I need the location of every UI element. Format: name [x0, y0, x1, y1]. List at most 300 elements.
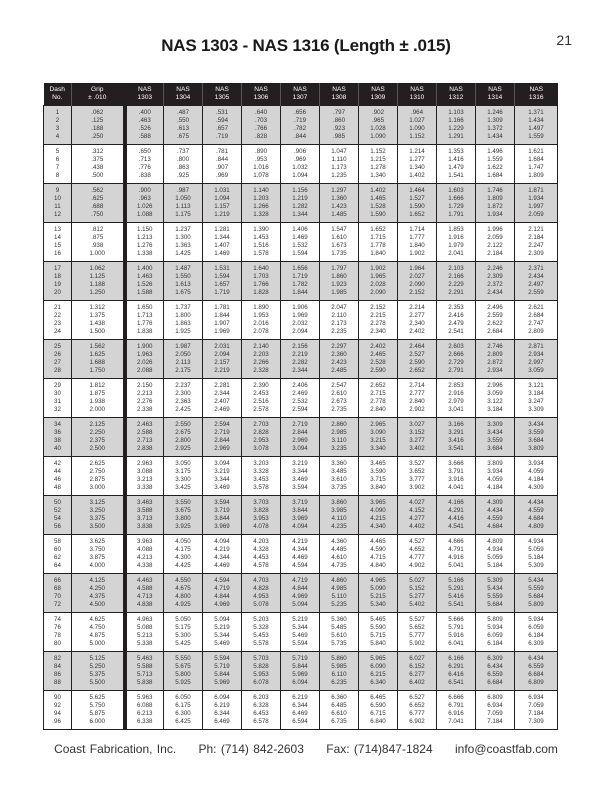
cell-value: 5.219 [292, 616, 308, 624]
cell-value: 4.969 [292, 593, 308, 600]
table-cell [44, 613, 72, 652]
cell-value: 4.652 [409, 546, 425, 554]
table-cell [437, 340, 476, 379]
table-cell [359, 574, 398, 613]
cell-value: 5.059 [528, 546, 544, 554]
cell-value: 3.969 [214, 522, 230, 530]
cell-value: 2.996 [487, 382, 503, 390]
cell-value: 2.000 [89, 405, 105, 413]
cell-value: 3.434 [487, 429, 503, 437]
cell-value: 6.902 [409, 717, 425, 725]
cell-value: 4.300 [175, 554, 191, 561]
cell-value: 4.838 [137, 600, 153, 608]
cell-value: 1.860 [331, 273, 347, 281]
cell-value: 1.219 [214, 210, 230, 218]
cell-value: 2.229 [448, 281, 464, 288]
header-nas-1303 [125, 83, 164, 106]
cell-value: 38 [54, 437, 61, 444]
table-cell [242, 652, 281, 691]
cell-value: 1.140 [253, 187, 269, 195]
table-cell [398, 574, 437, 613]
cell-value: 6.277 [409, 671, 425, 678]
cell-value: 2.297 [331, 343, 347, 351]
footer-company: Coast Fabrication, Inc. [54, 742, 177, 756]
cell-value: 6.578 [253, 717, 269, 725]
cell-value: 3.094 [214, 460, 230, 468]
table-cell [476, 418, 515, 457]
cell-value: 4.735 [331, 561, 347, 569]
cell-value: 1.559 [528, 132, 544, 140]
cell-value: 1.103 [448, 109, 464, 117]
cell-value: 2.578 [253, 405, 269, 413]
cell-value: 2.916 [448, 390, 464, 398]
cell-value: 1.746 [487, 187, 503, 195]
cell-value: 5.860 [331, 655, 347, 663]
cell-value: 3.934 [487, 468, 503, 476]
cell-value: 2.423 [331, 359, 347, 366]
cell-value: 1.578 [253, 249, 269, 257]
table-cell [359, 340, 398, 379]
cell-value: 5.594 [214, 655, 230, 663]
cell-value: 5.902 [409, 639, 425, 647]
cell-value: 3.713 [137, 515, 153, 522]
cell-value: 2.094 [292, 327, 308, 335]
cell-value: 2.152 [409, 288, 425, 296]
cell-value: 5.360 [331, 616, 347, 624]
cell-value: 3.500 [89, 522, 105, 530]
table-cell [125, 613, 164, 652]
cell-value: 23 [54, 320, 61, 327]
cell-value: .800 [176, 156, 190, 164]
cell-value: 2.028 [370, 281, 386, 288]
cell-value: 2.840 [370, 405, 386, 413]
cell-value: 7.184 [487, 717, 503, 725]
cell-value: 4.594 [214, 577, 230, 585]
cell-value: 5.463 [137, 655, 153, 663]
cell-value: 1.985 [331, 288, 347, 296]
cell-value: 2.214 [409, 304, 425, 312]
cell-value: 1.934 [487, 210, 503, 218]
cell-value: 5.059 [487, 554, 503, 561]
cell-value: 1.390 [253, 226, 269, 234]
cell-value: 4.059 [528, 468, 544, 476]
header-label-line2: 1305 [214, 94, 230, 101]
table-cell [476, 340, 515, 379]
table-cell [476, 262, 515, 301]
table-cell [398, 340, 437, 379]
cell-value: 6.235 [331, 678, 347, 686]
cell-value: 1.113 [175, 203, 191, 210]
cell-value: 1.594 [214, 273, 230, 281]
cell-value: 2.464 [409, 343, 425, 351]
table-cell [44, 379, 72, 418]
cell-value: 1.152 [409, 132, 425, 140]
cell-value: 2.652 [370, 382, 386, 390]
cell-value: 1.312 [89, 304, 105, 312]
cell-value: 86 [54, 671, 61, 678]
cell-value: 2.125 [89, 421, 105, 429]
cell-value: 4.559 [528, 507, 544, 515]
cell-value: .900 [138, 187, 151, 195]
cell-value: 2.997 [528, 359, 544, 366]
table-cell [125, 691, 164, 730]
cell-value: 3.078 [253, 444, 269, 452]
cell-value: 8 [55, 171, 60, 179]
cell-value: 1.276 [137, 242, 153, 249]
cell-value: 2.078 [253, 327, 269, 335]
cell-value: 2.375 [89, 437, 105, 444]
cell-value: 4.684 [528, 515, 544, 522]
cell-value: 1.902 [409, 249, 425, 257]
cell-value: 2.528 [370, 359, 386, 366]
cell-value: 3.219 [292, 460, 308, 468]
cell-value: 1.747 [528, 164, 544, 171]
cell-value: 4.090 [370, 507, 386, 515]
cell-value: 1.737 [175, 304, 191, 312]
header-label-line1: NAS [176, 86, 190, 93]
cell-value: 1.340 [370, 171, 386, 179]
cell-value: 4.250 [89, 585, 105, 593]
cell-value: 4.213 [137, 554, 153, 561]
cell-value: 4.309 [528, 483, 544, 491]
table-cell [281, 262, 320, 301]
cell-value: 6.184 [528, 632, 544, 639]
cell-value: 4.041 [448, 483, 464, 491]
cell-value: 6.000 [89, 717, 105, 725]
cell-value: 12 [54, 210, 61, 218]
cell-value: .838 [138, 171, 151, 179]
cell-value: 2.088 [137, 366, 153, 374]
cell-value: 2.809 [487, 351, 503, 359]
table-row-group [44, 496, 558, 535]
cell-value: 3.291 [448, 429, 464, 437]
cell-value: 3.122 [487, 398, 503, 405]
table-cell [125, 574, 164, 613]
cell-value: 1 [55, 109, 60, 117]
table-cell [72, 613, 125, 652]
cell-value: 6.777 [409, 710, 425, 717]
cell-value: 6.934 [528, 694, 544, 702]
table-cell [125, 496, 164, 535]
cell-value: 5.625 [89, 694, 105, 702]
cell-value: 5.610 [331, 632, 347, 639]
table-row-group [44, 106, 558, 145]
cell-value: 1.777 [409, 234, 425, 242]
cell-value: 1.562 [89, 343, 105, 351]
cell-value: 6.652 [409, 702, 425, 710]
cell-value: 5.235 [331, 600, 347, 608]
cell-value: .438 [91, 164, 104, 171]
cell-value: 2.465 [370, 351, 386, 359]
cell-value: 3.844 [292, 507, 308, 515]
cell-value: 3.559 [487, 437, 503, 444]
cell-value: 6.453 [253, 710, 269, 717]
cell-value: 6.715 [370, 710, 386, 717]
cell-value: 6.213 [137, 710, 153, 717]
cell-value: 3.625 [89, 538, 105, 546]
header-label-line1: Dash [49, 86, 65, 93]
cell-value: 5.800 [175, 671, 191, 678]
cell-value: 4.715 [370, 554, 386, 561]
cell-value: .719 [215, 132, 229, 140]
table-cell [125, 301, 164, 340]
table-cell [476, 379, 515, 418]
table-cell [72, 691, 125, 730]
cell-value: 5.594 [292, 639, 308, 647]
cell-value: 4.175 [175, 546, 191, 554]
table-cell [242, 106, 281, 145]
cell-value: 4.203 [253, 538, 269, 546]
table-cell [242, 418, 281, 457]
header-label-line1: NAS [293, 86, 307, 93]
cell-value: 6.059 [528, 624, 544, 632]
cell-value: .812 [91, 226, 104, 234]
header-label-line2: 1304 [175, 94, 191, 101]
footer-phone: Ph: (714) 842-2603 [198, 742, 304, 756]
cell-value: 4.860 [331, 577, 347, 585]
header-label-line2: 1310 [409, 94, 425, 101]
cell-value: 1.907 [214, 320, 230, 327]
cell-value: 1.360 [331, 195, 347, 203]
cell-value: 5.094 [292, 600, 308, 608]
cell-value: 3.152 [409, 429, 425, 437]
cell-value: .963 [138, 195, 151, 203]
cell-value: 2.559 [487, 312, 503, 320]
cell-value: 5.041 [448, 561, 464, 569]
cell-value: 2.934 [528, 351, 544, 359]
cell-value: 1.953 [253, 312, 269, 320]
cell-value: 5.777 [409, 632, 425, 639]
table-cell [515, 223, 558, 262]
table-cell [242, 613, 281, 652]
cell-value: 5.500 [89, 678, 105, 686]
table-cell [72, 418, 125, 457]
table-cell [281, 652, 320, 691]
cell-value: 6.041 [448, 639, 464, 647]
table-cell [281, 613, 320, 652]
cell-value: 2.778 [370, 398, 386, 405]
cell-value: 5.965 [370, 655, 386, 663]
header-label-line1: NAS [371, 86, 385, 93]
cell-value: 5.684 [528, 593, 544, 600]
cell-value: .902 [371, 109, 385, 117]
table-cell [164, 535, 203, 574]
table-cell [320, 457, 359, 496]
cell-value: 4.610 [331, 554, 347, 561]
cell-value: 1.782 [292, 281, 308, 288]
cell-value: 3.715 [370, 476, 386, 483]
cell-value: 2.360 [331, 351, 347, 359]
table-cell [398, 496, 437, 535]
cell-value: 2.281 [214, 382, 230, 390]
cell-value: 1.916 [448, 234, 464, 242]
cell-value: 1.906 [292, 304, 308, 312]
cell-value: 6.402 [409, 678, 425, 686]
cell-value: 2.853 [448, 382, 464, 390]
cell-value: 4.963 [137, 616, 153, 624]
cell-value: .562 [91, 187, 104, 195]
cell-value: 6.078 [253, 678, 269, 686]
cell-value: 2.622 [487, 320, 503, 327]
cell-value: 3.469 [292, 476, 308, 483]
cell-value: 1.309 [487, 117, 503, 125]
cell-value: 1.844 [292, 288, 308, 296]
table-cell [398, 106, 437, 145]
cell-value: 2.353 [448, 304, 464, 312]
cell-value: 2.746 [487, 343, 503, 351]
table-cell [203, 418, 242, 457]
cell-value: 4.000 [89, 561, 105, 569]
cell-value: 5.338 [137, 639, 153, 647]
cell-value: 6.344 [292, 702, 308, 710]
table-cell [44, 106, 72, 145]
table-cell [359, 184, 398, 223]
cell-value: 32 [54, 405, 61, 413]
cell-value: 80 [54, 639, 61, 647]
cell-value: 2.175 [175, 366, 191, 374]
header-nas-1305 [203, 83, 242, 106]
cell-value: 2.713 [137, 437, 153, 444]
table-cell [320, 691, 359, 730]
table-cell [515, 418, 558, 457]
cell-value: 3.800 [175, 515, 191, 522]
cell-value: 3.219 [214, 468, 230, 476]
cell-value: 6.328 [253, 702, 269, 710]
cell-value: 4.416 [448, 515, 464, 522]
cell-value: 5.175 [175, 624, 191, 632]
cell-value: 7.059 [487, 710, 503, 717]
cell-value: 4.152 [409, 507, 425, 515]
cell-value: 2.809 [528, 327, 544, 335]
cell-value: 2.840 [409, 398, 425, 405]
cell-value: .531 [215, 109, 229, 117]
table-cell [164, 418, 203, 457]
footer-email[interactable]: info@coastfab.com [455, 742, 558, 756]
table-cell [437, 184, 476, 223]
cell-value: .923 [332, 125, 346, 132]
table-cell [437, 145, 476, 184]
cell-value: 7.041 [448, 717, 464, 725]
header-label-line1: Grip [91, 86, 104, 93]
cell-value: 1.000 [89, 249, 105, 257]
cell-value: 4.809 [528, 522, 544, 530]
cell-value: 2.469 [214, 405, 230, 413]
cell-value: 1.590 [409, 203, 425, 210]
table-row-group [44, 262, 558, 301]
table-cell [164, 184, 203, 223]
cell-value: 5.110 [331, 593, 347, 600]
cell-value: 3.175 [175, 468, 191, 476]
footer [0, 742, 612, 756]
table-row-group [44, 301, 558, 340]
cell-value: 5.291 [448, 585, 464, 593]
table-cell [515, 691, 558, 730]
cell-value: 2.496 [487, 304, 503, 312]
cell-value: 6.416 [448, 671, 464, 678]
cell-value: .650 [138, 148, 151, 156]
cell-value: 3.402 [409, 444, 425, 452]
cell-value: 1.464 [409, 187, 425, 195]
table-cell [320, 496, 359, 535]
cell-value: 4.328 [253, 546, 269, 554]
table-cell [281, 145, 320, 184]
cell-value: 5.416 [448, 593, 464, 600]
cell-value: .750 [91, 210, 104, 218]
cell-value: .987 [176, 187, 190, 195]
table-cell [203, 184, 242, 223]
cell-value: 5.090 [370, 585, 386, 593]
cell-value: 4.844 [214, 593, 230, 600]
cell-value: 5.969 [292, 671, 308, 678]
cell-value: 2.979 [448, 398, 464, 405]
cell-value: 5.152 [409, 585, 425, 593]
table-cell [203, 340, 242, 379]
cell-value: 2.872 [487, 359, 503, 366]
cell-value: 1.372 [487, 125, 503, 132]
cell-value: 2.026 [137, 359, 153, 366]
cell-value: 3.735 [331, 483, 347, 491]
cell-value: 2.729 [448, 359, 464, 366]
cell-value: 3.590 [370, 468, 386, 476]
cell-value: 4.184 [487, 483, 503, 491]
cell-value: 42 [54, 460, 61, 468]
cell-value: 5.719 [292, 655, 308, 663]
cell-value: 5.838 [137, 678, 153, 686]
cell-value: 94 [54, 710, 61, 717]
cell-value: 2.844 [214, 437, 230, 444]
cell-value: 5.590 [370, 624, 386, 632]
table-cell [203, 379, 242, 418]
cell-value: 2.247 [528, 242, 544, 249]
cell-value: 11 [54, 203, 61, 210]
cell-value: 4.590 [370, 546, 386, 554]
cell-value: 3.652 [409, 468, 425, 476]
cell-value: 3.594 [214, 499, 230, 507]
cell-value: 3.588 [137, 507, 153, 515]
table-cell [359, 145, 398, 184]
cell-value: 1.110 [331, 156, 347, 164]
cell-value: 4.094 [292, 522, 308, 530]
cell-value: 7 [55, 164, 60, 171]
cell-value: 4.219 [292, 538, 308, 546]
header-label-line1: NAS [410, 86, 424, 93]
cell-value: 1.047 [331, 148, 347, 156]
cell-value: 2.610 [331, 390, 347, 398]
cell-value: 4.338 [137, 561, 153, 569]
cell-value: 3.594 [292, 483, 308, 491]
table-cell [320, 340, 359, 379]
cell-value: 6.360 [331, 694, 347, 702]
cell-value: 6.110 [331, 671, 347, 678]
cell-value: .487 [176, 109, 190, 117]
table-cell [125, 184, 164, 223]
cell-value: 1.750 [89, 366, 105, 374]
table-cell [125, 106, 164, 145]
cell-value: 4.291 [448, 507, 464, 515]
cell-value: 2.550 [175, 421, 191, 429]
cell-value: 1.778 [370, 242, 386, 249]
cell-value: 10 [54, 195, 61, 203]
cell-value: 2.791 [448, 366, 464, 374]
header-dash-no [44, 83, 72, 106]
cell-value: 3.844 [214, 515, 230, 522]
cell-value: 4.463 [137, 577, 153, 585]
cell-value: 1.246 [487, 109, 503, 117]
cell-value: 1.423 [331, 203, 347, 210]
cell-value: 4.166 [448, 499, 464, 507]
table-cell [44, 496, 72, 535]
cell-value: 4.277 [409, 515, 425, 522]
